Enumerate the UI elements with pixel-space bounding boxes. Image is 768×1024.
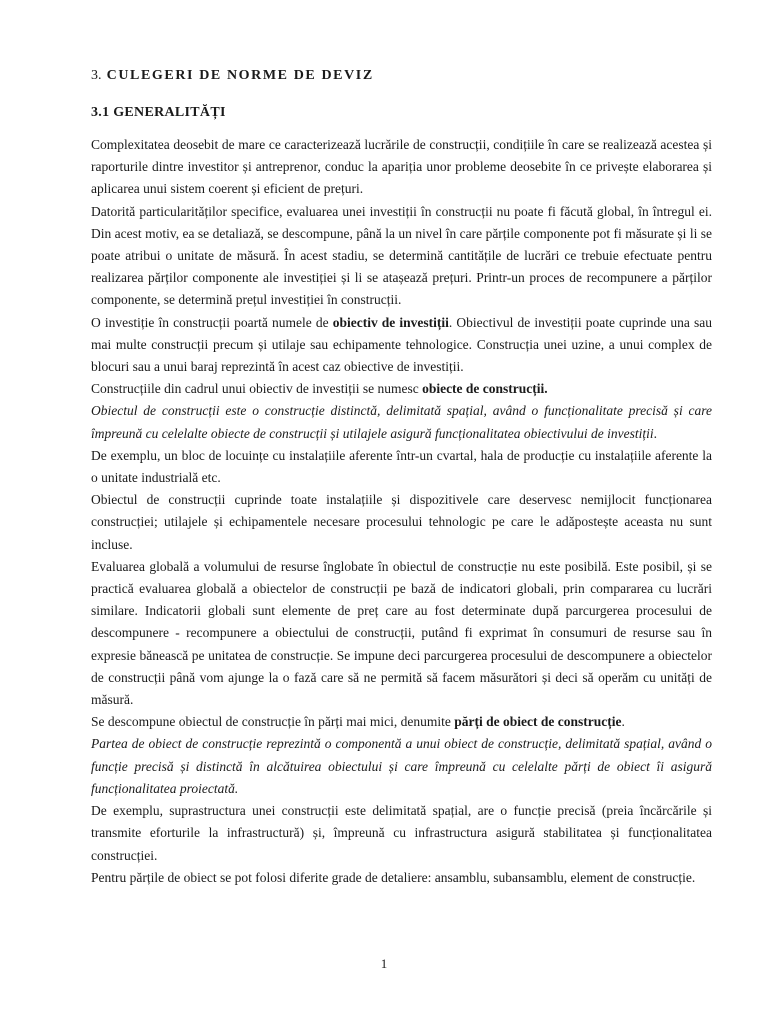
chapter-number: 3. (91, 68, 102, 83)
paragraph: Evaluarea globală a volumului de resurse înglobate în obiectul de construcție nu este posibilă. Este posibil, și se practică evaluarea globală a obiectelor de construcții pe bază de indicatori globali, prin compararea cu lucrări similare. Indicatorii globali sunt elemente de preț care au fost determinate după parcurgerea procesului de descompunere - recompunere a obiectului de construcții, putând fi exprimat în consumuri de resurse sau în expresie bănească pe unitatea de construcție. Se impune deci parcurgerea procesului de descompunere a obiectelor de construcții până vom ajunge la o fază care să ne permită să facem măsurători și deci să operăm cu unități de măsură. (91, 558, 712, 708)
bold-term: părți de obiect de construcție (454, 714, 622, 730)
paragraph-definition: Obiectul de construcții este o construcție distinctă, delimitată spațial, având o funcționalitate precisă și care împreună cu celelalte obiecte de construcții și utilajele asigură funcționalitatea obiectivului de investiții. (91, 403, 712, 441)
paragraph: De exemplu, suprastructura unei construcții este delimitată spațial, are o funcție precisă (preia încărcările și transmite eforturile la infrastructură) și, împreună cu infrastructura asigură stabilitatea și funcționalitatea construcției. (91, 803, 712, 863)
paragraph: Se descompune obiectul de construcție în părți mai mici, denumite părți de obiect de construcție. (91, 714, 625, 730)
body-text (91, 134, 712, 889)
paragraph-definition: Partea de obiect de construcție reprezintă o componentă a unui obiect de construcție, delimitată spațial, având o funcție precisă și distinctă în alcătuirea obiectului și care împreună cu celelalte părți de obiect îi asigură funcționalitatea proiectată. (91, 736, 712, 796)
page-number: 1 (380, 956, 388, 971)
paragraph: Datorită particularităților specifice, evaluarea unei investiții în construcții nu poate fi făcută global, în întregul ei. Din acest motiv, ea se detaliază, se descompune, până la un nivel în care părțile componente pot fi măsurate și li se poate atribui o unitate de măsură. În acest stadiu, se determină cantitățile de lucrări ce trebuie efectuate pentru realizarea părților componente ale investiției și li se atașează prețuri. Printr-un proces de recompunere a părților componente, se determină prețul investiției în construcții. (91, 203, 712, 308)
bold-term: obiecte de construcții. (422, 381, 548, 397)
paragraph: Pentru părțile de obiect se pot folosi diferite grade de detaliere: ansamblu, subansamblu, element de construcție. (91, 869, 696, 885)
paragraph: De exemplu, un bloc de locuințe cu instalațiile aferente într-un cvartal, hala de producție cu instalațiile aferente la o unitate industrială etc. (91, 447, 712, 486)
bold-term: obiectiv de investiții (332, 314, 449, 330)
paragraph: Complexitatea deosebit de mare ce caracterizează lucrările de construcții, condițiile în care se realizează acestea și raporturile dintre investitor și antreprenor, conduc la apariția unor probleme deosebite în ce privește elaborarea și aplicarea unui sistem coerent și eficient de prețuri. (91, 137, 712, 197)
chapter-title: CULEGERI DE NORME DE DEVIZ (106, 68, 374, 83)
chapter-heading (91, 66, 712, 86)
paragraph: Construcțiile din cadrul unui obiectiv de investiții se numesc obiecte de construcții. (91, 381, 548, 397)
paragraph: O investiție în construcții poartă numele de obiectiv de investiții. Obiectivul de investiții poate cuprinde una sau mai multe construcții precum și utilaje sau echipamente tehnologice. Construcția unei uzine, a unui complex de blocuri sau a unui baraj reprezintă în acest caz obiective de investiții. (91, 314, 712, 375)
paragraph: Obiectul de construcții cuprinde toate instalațiile și dispozitivele care deservesc nemijlocit funcționarea construcției; utilajele și echipamentele necesare procesului tehnologic pe care le adăpostește aceasta nu sunt incluse. (91, 492, 712, 552)
section-title: 3.1 GENERALITĂȚI (91, 105, 226, 120)
